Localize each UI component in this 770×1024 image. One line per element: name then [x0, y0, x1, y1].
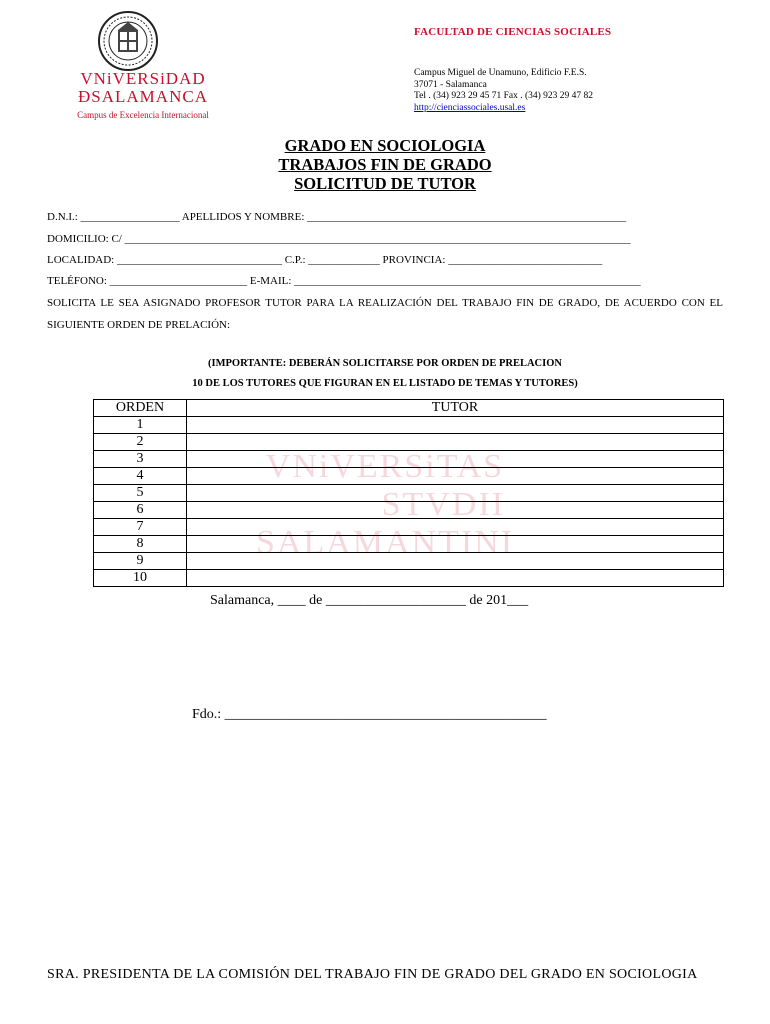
address-line3: Tel . (34) 923 29 45 71 Fax . (34) 923 29 47 82	[414, 91, 594, 101]
university-name-line1: VNiVERSiDAD	[80, 69, 206, 88]
faculty-name: FACULTAD DE CIENCIAS SOCIALES	[414, 26, 612, 38]
table-header-row	[94, 400, 724, 417]
orden-cell: 1	[94, 417, 187, 434]
table-row	[94, 434, 724, 451]
important-note-line1: (IMPORTANTE: DEBERÁN SOLICITARSE POR ORDEN DE PRELACION	[208, 358, 562, 369]
tutor-cell[interactable]	[187, 553, 724, 570]
orden-cell: 5	[94, 485, 187, 502]
watermark-line2: STVDII	[381, 486, 505, 523]
important-note-line2: 10 DE LOS TUTORES QUE FIGURAN EN EL LISTADO DE TEMAS Y TUTORES)	[192, 378, 578, 389]
tutor-preference-table	[93, 399, 724, 587]
faculty-address	[414, 68, 593, 114]
title-line1: GRADO EN SOCIOLOGIA	[284, 136, 486, 155]
tutor-cell[interactable]	[187, 485, 724, 502]
university-logo-text	[68, 70, 218, 122]
table-row	[94, 519, 724, 536]
table-row	[94, 485, 724, 502]
title-line2: TRABAJOS FIN DE GRADO	[278, 155, 492, 174]
address-line1: Campus Miguel de Unamuno, Edificio F.E.S.	[414, 68, 587, 78]
orden-cell: 2	[94, 434, 187, 451]
table-row	[94, 451, 724, 468]
orden-cell: 4	[94, 468, 187, 485]
tutor-cell[interactable]	[187, 519, 724, 536]
document-title	[0, 136, 770, 193]
website-link[interactable]: http://cienciassociales.usal.es	[414, 102, 526, 113]
tutor-cell[interactable]	[187, 451, 724, 468]
table-row	[94, 468, 724, 485]
university-tagline: Campus de Excelencia Internacional	[77, 110, 209, 120]
column-header-tutor: TUTOR	[187, 400, 724, 417]
tutor-cell[interactable]	[187, 536, 724, 553]
watermark-line3: SALAMANTINI	[255, 524, 515, 561]
table-row	[94, 536, 724, 553]
table-row	[94, 417, 724, 434]
orden-cell: 9	[94, 553, 187, 570]
column-header-orden: ORDEN	[94, 400, 187, 417]
table-row	[94, 570, 724, 587]
watermark-line1: VNiVERSiTAS	[265, 448, 505, 485]
place-date-field[interactable]: Salamanca, ____ de ____________________ de 201___	[210, 593, 529, 608]
table-row	[94, 553, 724, 570]
tutor-cell[interactable]	[187, 570, 724, 587]
orden-cell: 6	[94, 502, 187, 519]
orden-cell: 8	[94, 536, 187, 553]
telefono-email-field[interactable]: TELÉFONO: _________________________ E-MAIL: _______________________________________________________________	[47, 275, 641, 287]
title-line3: SOLICITUD DE TUTOR	[294, 174, 476, 193]
dni-name-field[interactable]: D.N.I.: __________________ APELLIDOS Y NOMBRE: __________________________________________________________	[47, 211, 627, 223]
tutor-cell[interactable]	[187, 417, 724, 434]
orden-cell: 7	[94, 519, 187, 536]
tutor-cell[interactable]	[187, 468, 724, 485]
signature-field[interactable]: Fdo.: ______________________________________________	[192, 707, 547, 722]
university-crest-icon	[96, 10, 160, 72]
addressee-footer: SRA. PRESIDENTA DE LA COMISIÓN DEL TRABAJO FIN DE GRADO DEL GRADO EN SOCIOLOGIA	[47, 967, 698, 982]
tutor-cell[interactable]	[187, 502, 724, 519]
tutor-cell[interactable]	[187, 434, 724, 451]
request-paragraph: SOLICITA LE SEA ASIGNADO PROFESOR TUTOR PARA LA REALIZACIÓN DEL TRABAJO FIN DE GRADO, DE ACUERDO CON EL SIGUIENTE ORDEN DE PRELACIÓN:	[47, 297, 723, 331]
table-row	[94, 502, 724, 519]
domicilio-field[interactable]: DOMICILIO: C/ ____________________________________________________________________________________________	[47, 233, 631, 245]
university-name-line2: ÐSALAMANCA	[78, 87, 208, 106]
orden-cell: 3	[94, 451, 187, 468]
address-line2: 37071 - Salamanca	[414, 79, 487, 90]
localidad-cp-provincia-field[interactable]: LOCALIDAD: ______________________________ C.P.: _____________ PROVINCIA: ____________________________	[47, 254, 603, 266]
orden-cell: 10	[94, 570, 187, 587]
